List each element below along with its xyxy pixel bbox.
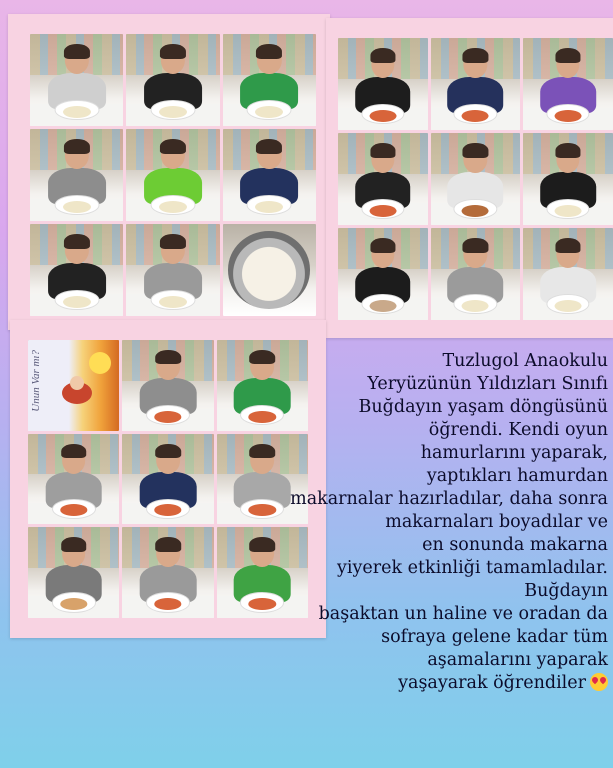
food (63, 106, 91, 118)
top-right-child-photo (431, 38, 521, 130)
food (159, 106, 187, 118)
child-hair (64, 44, 90, 59)
photo-grid-bottom-left (28, 340, 308, 618)
child-hair (556, 143, 581, 158)
book-title: Unun Var mı? (30, 350, 42, 412)
child-hair (370, 143, 395, 158)
child-hair (61, 537, 87, 552)
food (369, 110, 396, 122)
book-cover (28, 340, 119, 431)
caption-line: Buğdayın yaşam döngüsünü (358, 397, 608, 417)
sun-icon (89, 352, 111, 374)
caption-line: Buğdayın (524, 581, 608, 601)
top-right-child-photo (523, 38, 613, 130)
top-right-child-photo (338, 133, 428, 225)
top-right-child-photo (523, 133, 613, 225)
child-hair (155, 350, 181, 365)
caption-line: yaptıkları hamurdan (426, 466, 608, 486)
food (60, 504, 87, 516)
food (255, 106, 283, 118)
caption-line: Yeryüzünün Yıldızları Sınıfı (367, 374, 608, 394)
top-right-child-photo (431, 228, 521, 320)
food (154, 598, 181, 610)
caption-line: aşamalarını yaparak (427, 650, 608, 670)
food (159, 201, 187, 213)
top-left-child-photo (126, 224, 219, 316)
child-hair (556, 238, 581, 253)
child-hair (556, 48, 581, 63)
top-left-child-photo (223, 129, 316, 221)
bottom-left-child-photo (122, 340, 213, 431)
top-right-child-photo (523, 228, 613, 320)
caption-line: Tuzlugol Anaokulu (442, 351, 608, 371)
bottom-left-child-photo (122, 434, 213, 525)
child-hair (160, 234, 186, 249)
heart-eyes-emoji-icon (590, 673, 608, 691)
character-head (70, 376, 84, 390)
food (154, 411, 181, 423)
caption-line: makarnalar hazırladılar, daha sonra (290, 489, 608, 509)
food (462, 300, 489, 312)
caption-line: makarnaları boyadılar ve (385, 512, 608, 532)
top-left-child-photo (126, 34, 219, 126)
food (462, 205, 489, 217)
caption-line: başaktan un haline ve oradan da (318, 604, 608, 624)
food (60, 598, 87, 610)
photo-grid-top-right (338, 38, 613, 320)
child-hair (463, 48, 488, 63)
top-left-child-photo (223, 34, 316, 126)
mixing-bowl-photo (223, 224, 316, 316)
child-hair (64, 234, 90, 249)
top-left-child-photo (126, 129, 219, 221)
top-right-child-photo (338, 228, 428, 320)
caption-line-text: yaşayarak öğrendiler (398, 673, 586, 693)
child-hair (256, 44, 282, 59)
child-hair (61, 444, 87, 459)
food (555, 205, 582, 217)
child-hair (463, 143, 488, 158)
bottom-left-child-photo (28, 527, 119, 618)
bowl-image (228, 231, 310, 308)
child-hair (160, 44, 186, 59)
book-cover-photo (28, 340, 119, 431)
food (63, 296, 91, 308)
food (159, 296, 187, 308)
caption-line: öğrendi. Kendi oyun (428, 420, 608, 440)
food (154, 504, 181, 516)
food (369, 300, 396, 312)
child-hair (463, 238, 488, 253)
caption-line: yiyerek etkinliği tamamladılar. (337, 558, 608, 578)
caption-line: hamurlarını yaparak, (420, 443, 608, 463)
top-left-child-photo (30, 129, 123, 221)
caption-line: en sonunda makarna (422, 535, 608, 555)
food (462, 110, 489, 122)
child-hair (155, 444, 181, 459)
child-hair (160, 139, 186, 154)
child-hair (155, 537, 181, 552)
child-hair (370, 48, 395, 63)
food (555, 300, 582, 312)
caption-line: sofraya gelene kadar tüm (381, 627, 608, 647)
food (63, 201, 91, 213)
top-right-child-photo (431, 133, 521, 225)
top-right-child-photo (338, 38, 428, 130)
food (255, 201, 283, 213)
caption-text (268, 350, 608, 695)
food (555, 110, 582, 122)
caption-line-last (268, 672, 608, 695)
top-left-child-photo (30, 224, 123, 316)
child-hair (256, 139, 282, 154)
top-left-child-photo (30, 34, 123, 126)
child-hair (370, 238, 395, 253)
photo-grid-top-left (30, 34, 316, 316)
child-hair (64, 139, 90, 154)
food (369, 205, 396, 217)
bottom-left-child-photo (122, 527, 213, 618)
bottom-left-child-photo (28, 434, 119, 525)
